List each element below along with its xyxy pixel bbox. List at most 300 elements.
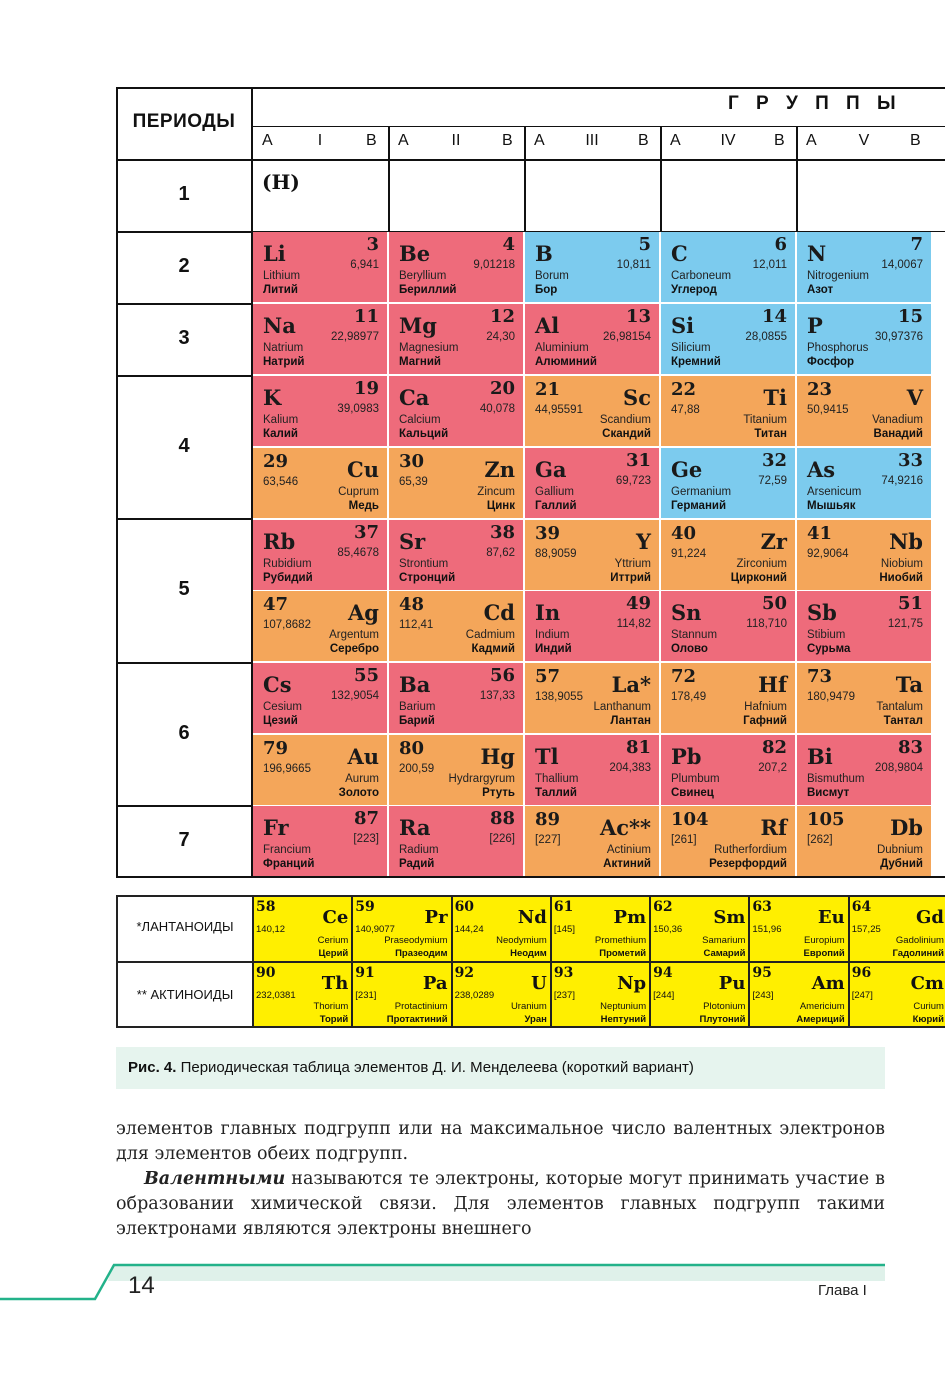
latin-name: Kalium	[263, 414, 299, 426]
latin-name: Gallium	[535, 486, 574, 498]
element-symbol: Au	[347, 744, 379, 769]
atomic-mass: 40,078	[479, 403, 515, 415]
atomic-number: 61	[553, 899, 574, 915]
element-symbol: Cm	[910, 973, 944, 994]
atomic-mass: [145]	[553, 924, 575, 935]
subgroup-b: B	[774, 132, 785, 149]
atomic-number: 23	[807, 379, 833, 400]
element-symbol: Fr	[263, 815, 289, 840]
russian-name: Цирконий	[730, 572, 787, 584]
period-column-divider	[251, 87, 253, 878]
atomic-number: 21	[535, 379, 561, 400]
element-symbol: Tl	[535, 744, 559, 769]
f-block-table	[116, 895, 945, 1028]
f-element-cell	[748, 963, 847, 1026]
atomic-mass: 144,24	[454, 924, 484, 935]
element-symbol: C	[671, 241, 688, 266]
russian-name: Тантал	[883, 715, 923, 727]
atomic-number: 6	[774, 234, 787, 255]
atomic-mass: [223]	[353, 833, 379, 845]
atomic-number: 55	[353, 665, 379, 686]
atomic-mass: 232,0381	[256, 990, 296, 1001]
period-label: 6	[178, 722, 190, 744]
latin-name: Cerium	[317, 935, 349, 946]
atomic-mass: 91,224	[671, 548, 707, 560]
element-symbol: V	[906, 385, 923, 410]
element-symbol: Th	[321, 973, 349, 994]
atomic-number: 51	[897, 593, 923, 614]
russian-name: Резерфордий	[709, 858, 787, 870]
latin-name: Niobium	[880, 558, 923, 570]
table-border-top	[116, 87, 945, 89]
atomic-mass: 151,96	[752, 924, 782, 935]
atomic-mass: 88,9059	[535, 548, 577, 560]
atomic-mass: [226]	[489, 833, 515, 845]
element-symbol: Sm	[713, 907, 746, 928]
latin-name: Actinium	[606, 844, 651, 856]
atomic-mass: 65,39	[399, 476, 428, 488]
atomic-number: 47	[263, 594, 289, 615]
subgroup-a: A	[398, 132, 409, 149]
russian-name: Алюминий	[535, 356, 597, 368]
atomic-number: 94	[653, 965, 673, 981]
element-symbol: Na	[263, 313, 296, 338]
period-label: 1	[178, 183, 190, 205]
atomic-mass: 14,0067	[881, 259, 923, 271]
element-symbol: In	[535, 600, 561, 625]
atomic-number: 79	[263, 738, 289, 759]
latin-name: Phosphorus	[807, 342, 869, 354]
atomic-mass: 200,59	[399, 763, 435, 775]
latin-name: Titanium	[743, 414, 787, 426]
f-element-cell	[351, 897, 450, 961]
russian-name: Германий	[671, 500, 727, 512]
latin-name: Uranium	[510, 1001, 547, 1012]
subgroup-b: B	[366, 132, 377, 149]
latin-name: Nitrogenium	[807, 270, 869, 282]
subgroup-a: A	[262, 132, 273, 149]
f-element-cell	[550, 963, 649, 1026]
atomic-mass: 47,88	[671, 404, 700, 416]
atomic-mass: 39,0983	[337, 403, 379, 415]
russian-name: Таллий	[535, 787, 577, 799]
latin-name: Cesium	[263, 701, 302, 713]
element-symbol: Gd	[916, 907, 944, 928]
group-divider	[660, 127, 662, 231]
atomic-mass: 118,710	[746, 618, 787, 630]
element-symbol: Pm	[613, 907, 647, 928]
header-bottom	[252, 159, 945, 161]
atomic-number: 73	[807, 666, 833, 687]
russian-name: Радий	[399, 858, 435, 870]
latin-name: Neodymium	[496, 935, 547, 946]
atomic-mass: 150,36	[653, 924, 683, 935]
russian-name: Иттрий	[610, 572, 651, 584]
atomic-mass: 178,49	[671, 691, 707, 703]
element-symbol: Sr	[399, 529, 426, 554]
atomic-number: 11	[353, 306, 379, 327]
russian-name: Цезий	[263, 715, 298, 727]
subgroup-b: B	[910, 132, 921, 149]
element-symbol: Pu	[718, 973, 746, 994]
latin-name: Lanthanum	[593, 701, 651, 713]
russian-name: Самарий	[703, 948, 746, 959]
f-element-cell	[748, 897, 847, 961]
atomic-number: 58	[256, 899, 276, 915]
element-symbol: Ga	[535, 457, 567, 482]
russian-name: Дубний	[880, 858, 923, 870]
latin-name: Thorium	[313, 1001, 349, 1012]
latin-name: Vanadium	[872, 414, 923, 426]
russian-name: Церий	[318, 948, 349, 959]
atomic-number: 95	[752, 965, 772, 981]
row-divider	[252, 231, 945, 232]
latin-name: Plotonium	[703, 1001, 746, 1012]
periods-header: ПЕРИОДЫ	[132, 111, 236, 132]
atomic-number: 62	[653, 899, 673, 915]
atomic-mass: [227]	[535, 834, 561, 846]
russian-name: Калий	[263, 428, 298, 440]
latin-name: Americium	[799, 1001, 845, 1012]
element-symbol: Eu	[817, 907, 845, 928]
atomic-mass: 10,811	[616, 259, 651, 271]
atomic-mass: [262]	[807, 834, 833, 846]
latin-name: Hydrargyrum	[448, 773, 515, 785]
element-symbol: Ac**	[599, 815, 651, 840]
f-element-cell	[351, 963, 450, 1026]
atomic-number: 29	[263, 451, 289, 472]
element-symbol: Zn	[484, 457, 515, 482]
russian-name: Лантан	[610, 715, 651, 727]
period-label: 4	[178, 435, 190, 457]
atomic-number: 81	[625, 737, 651, 758]
f-element-cell	[451, 897, 550, 961]
russian-name: Кюрий	[912, 1014, 944, 1025]
element-symbol: Am	[811, 973, 845, 994]
element-symbol: Pb	[671, 744, 702, 769]
element-symbol: P	[807, 313, 823, 338]
latin-name: Silicium	[671, 342, 711, 354]
atomic-number: 4	[502, 234, 515, 255]
element-symbol: Sb	[807, 600, 837, 625]
atomic-number: 80	[399, 738, 425, 759]
element-symbol: Rf	[760, 815, 787, 840]
latin-name: Europium	[804, 935, 845, 946]
russian-name: Титан	[754, 428, 787, 440]
russian-name: Сурьма	[807, 643, 851, 655]
caption-body: Периодическая таблица элементов Д. И. Менделеева (короткий вариант)	[176, 1059, 694, 1076]
atomic-number: 72	[671, 666, 697, 687]
russian-name: Европий	[803, 948, 845, 959]
caption-text	[128, 1059, 694, 1076]
period-divider	[116, 231, 252, 233]
latin-name: Rubidium	[263, 558, 312, 570]
latin-name: Tantalum	[876, 701, 923, 713]
f-element-cell	[649, 963, 748, 1026]
russian-name: Франций	[263, 858, 315, 870]
subgroup-roman: IV	[720, 132, 736, 149]
russian-name: Свинец	[671, 787, 714, 799]
atomic-number: 22	[671, 379, 697, 400]
element-symbol: Nd	[517, 907, 547, 928]
period-divider	[116, 662, 252, 664]
atomic-mass: [247]	[851, 990, 873, 1001]
atomic-mass: 87,62	[486, 547, 515, 559]
f-element-cell	[451, 963, 550, 1026]
atomic-number: 20	[489, 378, 515, 399]
atomic-mass: 22,98977	[331, 331, 379, 343]
atomic-mass: 180,9479	[807, 691, 855, 703]
subgroup-a: A	[670, 132, 681, 149]
atomic-mass: 114,82	[616, 618, 651, 630]
latin-name: Radium	[399, 844, 439, 856]
latin-name: Promethium	[594, 935, 647, 946]
atomic-number: 63	[752, 899, 772, 915]
element-symbol: Sn	[671, 600, 702, 625]
atomic-mass: 138,9055	[535, 691, 583, 703]
latin-name: Samarium	[702, 935, 746, 946]
element-symbol: Hg	[480, 744, 515, 769]
atomic-mass: [244]	[653, 990, 675, 1001]
russian-name: Прометий	[599, 948, 647, 959]
element-symbol: Rb	[263, 529, 296, 554]
russian-name: Актиний	[603, 858, 651, 870]
latin-name: Aurum	[345, 773, 379, 785]
period-label: 2	[178, 255, 190, 277]
period-label: 7	[178, 829, 190, 851]
russian-name: Углерод	[671, 284, 717, 296]
subgroup-roman: I	[317, 132, 323, 149]
atomic-mass: 63,546	[263, 476, 299, 488]
element-symbol: Zr	[760, 529, 787, 554]
atomic-number: 88	[489, 808, 515, 829]
atomic-mass: 137,33	[479, 690, 515, 702]
atomic-mass: [243]	[752, 990, 774, 1001]
russian-name: Рубидий	[263, 572, 313, 584]
russian-name: Ртуть	[482, 787, 515, 799]
atomic-number: 40	[671, 523, 697, 544]
element-symbol: Cs	[263, 672, 292, 697]
table-border-bottom	[116, 876, 945, 878]
russian-name: Америций	[796, 1014, 845, 1025]
russian-name: Торий	[319, 1014, 349, 1025]
russian-name: Ниобий	[879, 572, 923, 584]
f-element-cell	[550, 897, 649, 961]
period-divider	[116, 303, 252, 305]
latin-name: Rutherfordium	[714, 844, 787, 856]
latin-name: Aluminium	[535, 342, 589, 354]
latin-name: Zirconium	[736, 558, 787, 570]
actinides-label: ** АКТИНОИДЫ	[136, 987, 234, 1002]
subgroup-b: B	[638, 132, 649, 149]
russian-name: Цинк	[486, 500, 515, 512]
atomic-mass: 85,4678	[337, 547, 379, 559]
latin-name: Cuprum	[338, 486, 379, 498]
latin-name: Bismuthum	[807, 773, 865, 785]
element-symbol: K	[263, 385, 282, 410]
latin-name: Barium	[399, 701, 436, 713]
latin-name: Scandium	[599, 414, 651, 426]
term-valence: Валентными	[144, 1169, 286, 1189]
russian-name: Бериллий	[399, 284, 457, 296]
element-symbol: Al	[535, 313, 560, 338]
atomic-mass: [261]	[671, 834, 697, 846]
russian-name: Ванадий	[873, 428, 923, 440]
atomic-mass: 92,9064	[807, 548, 849, 560]
period-label: 3	[178, 327, 190, 349]
atomic-number: 104	[671, 809, 709, 830]
element-symbol: Si	[671, 313, 695, 338]
russian-name: Золото	[338, 787, 379, 799]
subgroup-b: B	[502, 132, 513, 149]
latin-name: Indium	[535, 629, 570, 641]
atomic-number: 82	[761, 737, 787, 758]
chapter-label: Глава I	[818, 1282, 867, 1299]
period-header-bottom	[116, 159, 252, 161]
atomic-mass: 208,9804	[875, 762, 923, 774]
atomic-number: 96	[851, 965, 872, 981]
subgroup-roman: III	[585, 132, 599, 149]
latin-name: Francium	[263, 844, 311, 856]
atomic-number: 32	[761, 450, 787, 471]
atomic-mass: 107,8682	[263, 619, 311, 631]
atomic-mass: 26,98154	[603, 331, 651, 343]
latin-name: Borum	[535, 270, 569, 282]
latin-name: Magnesium	[399, 342, 459, 354]
atomic-number: 7	[910, 234, 923, 255]
atomic-mass: 24,30	[486, 331, 515, 343]
page-number: 14	[128, 1272, 155, 1299]
element-symbol: Ra	[399, 815, 431, 840]
hydrogen-cell: (H)	[262, 170, 300, 194]
atomic-number: 50	[761, 593, 787, 614]
latin-name: Stibium	[807, 629, 846, 641]
latin-name: Arsenicum	[807, 486, 862, 498]
element-symbol: Y	[636, 529, 651, 554]
atomic-mass: 12,011	[752, 259, 787, 271]
russian-name: Празеодим	[395, 948, 448, 959]
element-symbol: Pr	[424, 907, 448, 928]
paragraph-1: элементов главных подгрупп или на максимальное число валентных электронов для элементов обеих подгрупп.	[116, 1119, 885, 1164]
atomic-number: 90	[256, 965, 276, 981]
atomic-number: 33	[897, 450, 923, 471]
russian-name: Барий	[399, 715, 435, 727]
atomic-mass: 204,383	[609, 762, 651, 774]
f-element-cell	[252, 897, 351, 961]
latin-name: Plumbum	[671, 773, 720, 785]
element-symbol: Ti	[763, 385, 787, 410]
element-symbol: Ta	[895, 672, 923, 697]
element-symbol: As	[807, 457, 836, 482]
group-divider	[524, 127, 526, 231]
russian-name: Фосфор	[807, 356, 855, 368]
period-divider	[116, 518, 252, 520]
element-symbol: N	[807, 241, 827, 266]
table-gridlines	[116, 87, 945, 878]
russian-name: Бор	[535, 284, 558, 296]
element-symbol: Pa	[422, 973, 448, 994]
atomic-mass: 238,0289	[454, 990, 495, 1001]
atomic-number: 12	[489, 306, 515, 327]
atomic-number: 38	[489, 522, 515, 543]
element-symbol: Mg	[399, 313, 437, 338]
russian-name: Плутоний	[699, 1014, 746, 1025]
atomic-mass: 112,41	[399, 619, 434, 631]
atomic-mass: 140,9077	[355, 924, 395, 935]
paragraph-2-rest: называются те электроны, которые могут принимать участие в образовании химической связи. Для элементов главных подгрупп такими электронами являются электроны внешнего	[116, 1169, 885, 1239]
element-symbol: Sc	[623, 385, 651, 410]
atomic-mass: 132,9054	[331, 690, 379, 702]
atomic-mass: 44,95591	[535, 404, 583, 416]
atomic-mass: 69,723	[615, 475, 651, 487]
atomic-mass: 30,97376	[875, 331, 923, 343]
atomic-mass: 72,59	[758, 475, 787, 487]
atomic-mass: [231]	[355, 990, 377, 1001]
atomic-number: 41	[807, 523, 833, 544]
latin-name: Dubnium	[876, 844, 923, 856]
table-border-left	[116, 87, 118, 878]
latin-name: Carboneum	[671, 270, 732, 282]
russian-name: Протактиний	[386, 1014, 448, 1025]
period-divider	[116, 375, 252, 377]
latin-name: Lithium	[263, 270, 301, 282]
atomic-mass: 196,9665	[263, 763, 311, 775]
russian-name: Литий	[263, 284, 298, 296]
atomic-number: 14	[761, 306, 787, 327]
latin-name: Stannum	[671, 629, 718, 641]
latin-name: Yttrium	[614, 558, 651, 570]
atomic-number: 30	[399, 451, 425, 472]
element-symbol: Ca	[399, 385, 430, 410]
atomic-number: 19	[353, 378, 379, 399]
element-symbol: Ce	[322, 907, 349, 928]
group-divider	[388, 127, 390, 231]
russian-name: Скандий	[602, 428, 651, 440]
atomic-number: 59	[355, 899, 375, 915]
element-symbol: Hf	[758, 672, 787, 697]
element-symbol: Cu	[347, 457, 379, 482]
atomic-number: 37	[353, 522, 379, 543]
atomic-number: 13	[625, 306, 651, 327]
atomic-mass: 9,01218	[473, 259, 515, 271]
latin-name: Gadolinium	[895, 935, 944, 946]
atomic-mass: 157,25	[851, 924, 881, 935]
atomic-number: 89	[535, 809, 561, 830]
atomic-mass: 6,941	[350, 259, 379, 271]
latin-name: Strontium	[399, 558, 449, 570]
subgroup-a: A	[806, 132, 817, 149]
caption-label: Рис. 4.	[128, 1059, 177, 1076]
atomic-number: 56	[489, 665, 515, 686]
russian-name: Медь	[348, 500, 379, 512]
element-symbol: Db	[890, 815, 923, 840]
figure-caption	[116, 1047, 885, 1089]
atomic-number: 105	[807, 809, 845, 830]
element-symbol: Nb	[889, 529, 923, 554]
atomic-number: 49	[625, 593, 651, 614]
russian-name: Уран	[524, 1014, 547, 1025]
atomic-number: 91	[355, 965, 375, 981]
atomic-mass: 74,9216	[881, 475, 923, 487]
atomic-number: 57	[535, 666, 561, 687]
group-divider	[796, 127, 798, 231]
atomic-number: 39	[535, 523, 561, 544]
russian-name: Олово	[671, 643, 708, 655]
russian-name: Стронций	[399, 572, 456, 584]
groups-subheader-line	[252, 126, 945, 127]
element-symbol: La*	[611, 672, 651, 697]
atomic-number: 3	[366, 234, 379, 255]
